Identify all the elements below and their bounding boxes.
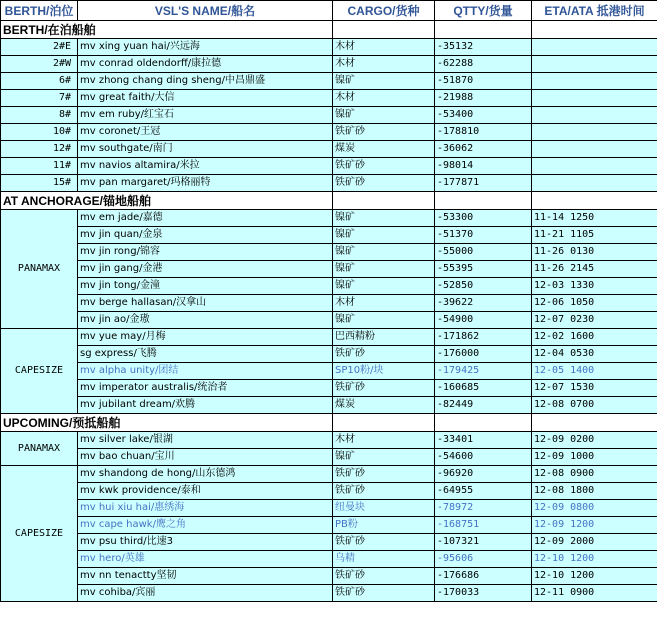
section-row-anchorage — [1, 192, 657, 210]
qtty-cell[interactable]: -51370 — [435, 227, 532, 244]
qtty-cell[interactable]: -168751 — [435, 517, 532, 534]
cargo-cell[interactable]: 铁矿砂 — [333, 534, 435, 551]
eta-cell[interactable]: 12-10 1200 — [532, 551, 657, 568]
eta-cell[interactable] — [532, 90, 657, 107]
table-row — [1, 329, 657, 346]
vessel-name-cell[interactable]: mv berge hallasan/汉拿山 — [78, 295, 333, 312]
eta-cell[interactable] — [532, 141, 657, 158]
qtty-cell[interactable]: -64955 — [435, 483, 532, 500]
eta-cell[interactable] — [532, 56, 657, 73]
vessel-name-cell[interactable]: mv yue may/月梅 — [78, 329, 333, 346]
cargo-cell[interactable]: 铁矿砂 — [333, 158, 435, 175]
vessel-name-cell[interactable]: mv em jade/嘉德 — [78, 210, 333, 227]
eta-cell[interactable] — [532, 107, 657, 124]
berth-cell[interactable]: 11# — [1, 158, 78, 175]
table-row — [1, 346, 657, 363]
table-row — [1, 397, 657, 414]
vessel-name-cell[interactable]: mv jin quan/金泉 — [78, 227, 333, 244]
table-row — [1, 261, 657, 278]
table-row — [1, 210, 657, 227]
qtty-cell[interactable]: -33401 — [435, 432, 532, 449]
vessel-name-cell[interactable]: mv psu third/比速3 — [78, 534, 333, 551]
eta-cell[interactable]: 12-06 1050 — [532, 295, 657, 312]
qtty-cell[interactable]: -177871 — [435, 175, 532, 192]
eta-cell[interactable]: 12-04 0530 — [532, 346, 657, 363]
cargo-cell[interactable]: 巴西精粉 — [333, 329, 435, 346]
vessel-name-cell[interactable]: mv jin ao/金璈 — [78, 312, 333, 329]
vessel-name-cell[interactable]: mv southgate/南门 — [78, 141, 333, 158]
cargo-cell[interactable]: 镍矿 — [333, 227, 435, 244]
qtty-cell[interactable]: -176686 — [435, 568, 532, 585]
section-blank-cell[interactable] — [532, 21, 657, 39]
table-row — [1, 73, 657, 90]
qtty-cell[interactable]: -52850 — [435, 278, 532, 295]
table-row — [1, 107, 657, 124]
table-row — [1, 244, 657, 261]
table-row — [1, 432, 657, 449]
table-row — [1, 158, 657, 175]
vessel-name-cell[interactable]: mv jin gang/金港 — [78, 261, 333, 278]
qtty-cell[interactable]: -53400 — [435, 107, 532, 124]
eta-cell[interactable]: 12-10 1200 — [532, 568, 657, 585]
section-blank-cell[interactable] — [532, 192, 657, 210]
eta-cell[interactable] — [532, 124, 657, 141]
qtty-cell[interactable]: -21988 — [435, 90, 532, 107]
table-row — [1, 312, 657, 329]
qtty-cell[interactable]: -39622 — [435, 295, 532, 312]
qtty-cell[interactable]: -96920 — [435, 466, 532, 483]
eta-cell[interactable]: 11-21 1105 — [532, 227, 657, 244]
group-label-cell[interactable]: CAPESIZE — [1, 466, 78, 602]
eta-cell[interactable]: 12-08 0700 — [532, 397, 657, 414]
qtty-cell[interactable]: -36062 — [435, 141, 532, 158]
cargo-cell[interactable]: 乌精 — [333, 551, 435, 568]
header-berth[interactable]: BERTH/泊位 — [1, 1, 78, 21]
vessel-name-cell[interactable]: mv pan margaret/玛格丽特 — [78, 175, 333, 192]
cargo-cell[interactable]: 镍矿 — [333, 261, 435, 278]
group-label-cell[interactable]: PANAMAX — [1, 432, 78, 466]
section-row-upcoming — [1, 414, 657, 432]
cargo-cell[interactable]: 镍矿 — [333, 244, 435, 261]
eta-cell[interactable]: 12-09 2000 — [532, 534, 657, 551]
cargo-cell[interactable]: 镍矿 — [333, 278, 435, 295]
cargo-cell[interactable]: 铁矿砂 — [333, 585, 435, 602]
section-row-berth — [1, 21, 657, 39]
cargo-cell[interactable]: 木材 — [333, 432, 435, 449]
vessel-name-cell[interactable]: mv silver lake/银湖 — [78, 432, 333, 449]
cargo-cell[interactable]: 铁矿砂 — [333, 483, 435, 500]
cargo-cell[interactable]: 木材 — [333, 295, 435, 312]
cargo-cell[interactable]: 铁矿砂 — [333, 380, 435, 397]
berth-cell[interactable]: 15# — [1, 175, 78, 192]
qtty-cell[interactable]: -179425 — [435, 363, 532, 380]
qtty-cell[interactable]: -54600 — [435, 449, 532, 466]
qtty-cell[interactable]: -160685 — [435, 380, 532, 397]
table-row — [1, 175, 657, 192]
vessel-name-cell[interactable]: mv shandong de hong/山东德鸿 — [78, 466, 333, 483]
eta-cell[interactable]: 12-07 0230 — [532, 312, 657, 329]
header-cargo[interactable]: CARGO/货种 — [333, 1, 435, 21]
eta-cell[interactable] — [532, 39, 657, 56]
section-blank-cell[interactable] — [435, 21, 532, 39]
table-row — [1, 534, 657, 551]
qtty-cell[interactable]: -171862 — [435, 329, 532, 346]
eta-cell[interactable]: 12-11 0900 — [532, 585, 657, 602]
berth-cell[interactable]: 12# — [1, 141, 78, 158]
vessel-name-cell[interactable]: mv hero/英雄 — [78, 551, 333, 568]
cargo-cell[interactable]: PB粉 — [333, 517, 435, 534]
vessel-name-cell[interactable]: sg express/飞腾 — [78, 346, 333, 363]
table-row — [1, 483, 657, 500]
eta-cell[interactable]: 11-26 0130 — [532, 244, 657, 261]
eta-cell[interactable]: 12-08 1800 — [532, 483, 657, 500]
section-title-upcoming[interactable]: UPCOMING/预抵船舶 — [1, 414, 333, 432]
qtty-cell[interactable]: -78972 — [435, 500, 532, 517]
header-vessel-name[interactable]: VSL'S NAME/船名 — [78, 1, 333, 21]
vessel-name-cell[interactable]: mv great faith/大信 — [78, 90, 333, 107]
vessel-name-cell[interactable]: mv nn tenactty坚韧 — [78, 568, 333, 585]
qtty-cell[interactable]: -107321 — [435, 534, 532, 551]
vessel-name-cell[interactable]: mv conrad oldendorff/康拉德 — [78, 56, 333, 73]
group-label-cell[interactable]: PANAMAX — [1, 210, 78, 329]
eta-cell[interactable] — [532, 175, 657, 192]
cargo-cell[interactable]: 煤炭 — [333, 397, 435, 414]
eta-cell[interactable]: 12-07 1530 — [532, 380, 657, 397]
table-row — [1, 90, 657, 107]
vessel-name-cell[interactable]: mv hui xiu hai/惠绣海 — [78, 500, 333, 517]
vessel-name-cell[interactable]: mv alpha unity/团结 — [78, 363, 333, 380]
vessel-name-cell[interactable]: mv coronet/王冠 — [78, 124, 333, 141]
vessel-name-cell[interactable]: mv kwk providence/泰和 — [78, 483, 333, 500]
eta-cell[interactable] — [532, 73, 657, 90]
cargo-cell[interactable]: 铁矿砂 — [333, 175, 435, 192]
vessel-name-cell[interactable]: mv cape hawk/鹰之角 — [78, 517, 333, 534]
header-row — [1, 1, 657, 21]
qtty-cell[interactable]: -51870 — [435, 73, 532, 90]
qtty-cell[interactable]: -176000 — [435, 346, 532, 363]
berth-cell[interactable]: 2#W — [1, 56, 78, 73]
header-eta[interactable]: ETA/ATA 抵港时间 — [532, 1, 657, 21]
table-row — [1, 124, 657, 141]
qtty-cell[interactable]: -170033 — [435, 585, 532, 602]
qtty-cell[interactable]: -82449 — [435, 397, 532, 414]
table-row — [1, 295, 657, 312]
table-row — [1, 278, 657, 295]
table-row — [1, 500, 657, 517]
section-title-anchorage[interactable]: AT ANCHORAGE/锚地船舶 — [1, 192, 333, 210]
table-row — [1, 568, 657, 585]
section-blank-cell[interactable] — [333, 21, 435, 39]
eta-cell[interactable]: 12-03 1330 — [532, 278, 657, 295]
vessel-name-cell[interactable]: mv cohiba/宾丽 — [78, 585, 333, 602]
vessel-name-cell[interactable]: mv em ruby/红宝石 — [78, 107, 333, 124]
eta-cell[interactable]: 12-09 0800 — [532, 500, 657, 517]
section-blank-cell[interactable] — [333, 414, 435, 432]
eta-cell[interactable]: 12-05 1400 — [532, 363, 657, 380]
berth-cell[interactable]: 6# — [1, 73, 78, 90]
eta-cell[interactable]: 11-14 1250 — [532, 210, 657, 227]
berth-cell[interactable]: 8# — [1, 107, 78, 124]
vessel-name-cell[interactable]: mv jubilant dream/欢腾 — [78, 397, 333, 414]
group-label-cell[interactable]: CAPESIZE — [1, 329, 78, 414]
table-row — [1, 466, 657, 483]
eta-cell[interactable]: 11-26 2145 — [532, 261, 657, 278]
table-row — [1, 517, 657, 534]
vessel-name-cell[interactable]: mv jin tong/金潼 — [78, 278, 333, 295]
cargo-cell[interactable]: 镍矿 — [333, 449, 435, 466]
cargo-cell[interactable]: SP10粉/块 — [333, 363, 435, 380]
cargo-cell[interactable]: 铁矿砂 — [333, 568, 435, 585]
berth-cell[interactable]: 2#E — [1, 39, 78, 56]
qtty-cell[interactable]: -55000 — [435, 244, 532, 261]
vessel-name-cell[interactable]: mv zhong chang ding sheng/中昌鼎盛 — [78, 73, 333, 90]
eta-cell[interactable]: 12-08 0900 — [532, 466, 657, 483]
section-blank-cell[interactable] — [333, 192, 435, 210]
cargo-cell[interactable]: 木材 — [333, 39, 435, 56]
qtty-cell[interactable]: -95606 — [435, 551, 532, 568]
table-row — [1, 380, 657, 397]
vessel-name-cell[interactable]: mv jin rong/锦容 — [78, 244, 333, 261]
cargo-cell[interactable]: 铁矿砂 — [333, 466, 435, 483]
qtty-cell[interactable]: -98014 — [435, 158, 532, 175]
qtty-cell[interactable]: -62288 — [435, 56, 532, 73]
section-blank-cell[interactable] — [435, 414, 532, 432]
cargo-cell[interactable]: 木材 — [333, 56, 435, 73]
cargo-cell[interactable]: 镍矿 — [333, 312, 435, 329]
eta-cell[interactable]: 12-09 1000 — [532, 449, 657, 466]
table-row — [1, 585, 657, 602]
eta-cell[interactable]: 12-02 1600 — [532, 329, 657, 346]
table-row — [1, 39, 657, 56]
table-row — [1, 141, 657, 158]
section-blank-cell[interactable] — [435, 192, 532, 210]
qtty-cell[interactable]: -53300 — [435, 210, 532, 227]
table-row — [1, 363, 657, 380]
vessel-name-cell[interactable]: mv navios altamira/米拉 — [78, 158, 333, 175]
section-title-berth[interactable]: BERTH/在泊船舶 — [1, 21, 333, 39]
eta-cell[interactable]: 12-09 1200 — [532, 517, 657, 534]
vessel-name-cell[interactable]: mv bao chuan/宝川 — [78, 449, 333, 466]
cargo-cell[interactable]: 纽曼块 — [333, 500, 435, 517]
qtty-cell[interactable]: -35132 — [435, 39, 532, 56]
qtty-cell[interactable]: -178810 — [435, 124, 532, 141]
cargo-cell[interactable]: 煤炭 — [333, 141, 435, 158]
table-row — [1, 449, 657, 466]
cargo-cell[interactable]: 铁矿砂 — [333, 346, 435, 363]
berth-cell[interactable]: 7# — [1, 90, 78, 107]
table-row — [1, 227, 657, 244]
eta-cell[interactable] — [532, 158, 657, 175]
section-blank-cell[interactable] — [532, 414, 657, 432]
cargo-cell[interactable]: 镍矿 — [333, 210, 435, 227]
cargo-cell[interactable]: 木材 — [333, 90, 435, 107]
table-row — [1, 56, 657, 73]
berth-cell[interactable]: 10# — [1, 124, 78, 141]
qtty-cell[interactable]: -55395 — [435, 261, 532, 278]
cargo-cell[interactable]: 镍矿 — [333, 73, 435, 90]
vessel-name-cell[interactable]: mv xing yuan hai/兴远海 — [78, 39, 333, 56]
qtty-cell[interactable]: -54900 — [435, 312, 532, 329]
table-row — [1, 551, 657, 568]
cargo-cell[interactable]: 镍矿 — [333, 107, 435, 124]
header-qtty[interactable]: QTTY/货量 — [435, 1, 532, 21]
cargo-cell[interactable]: 铁矿砂 — [333, 124, 435, 141]
eta-cell[interactable]: 12-09 0200 — [532, 432, 657, 449]
vessel-name-cell[interactable]: mv imperator australis/统治者 — [78, 380, 333, 397]
